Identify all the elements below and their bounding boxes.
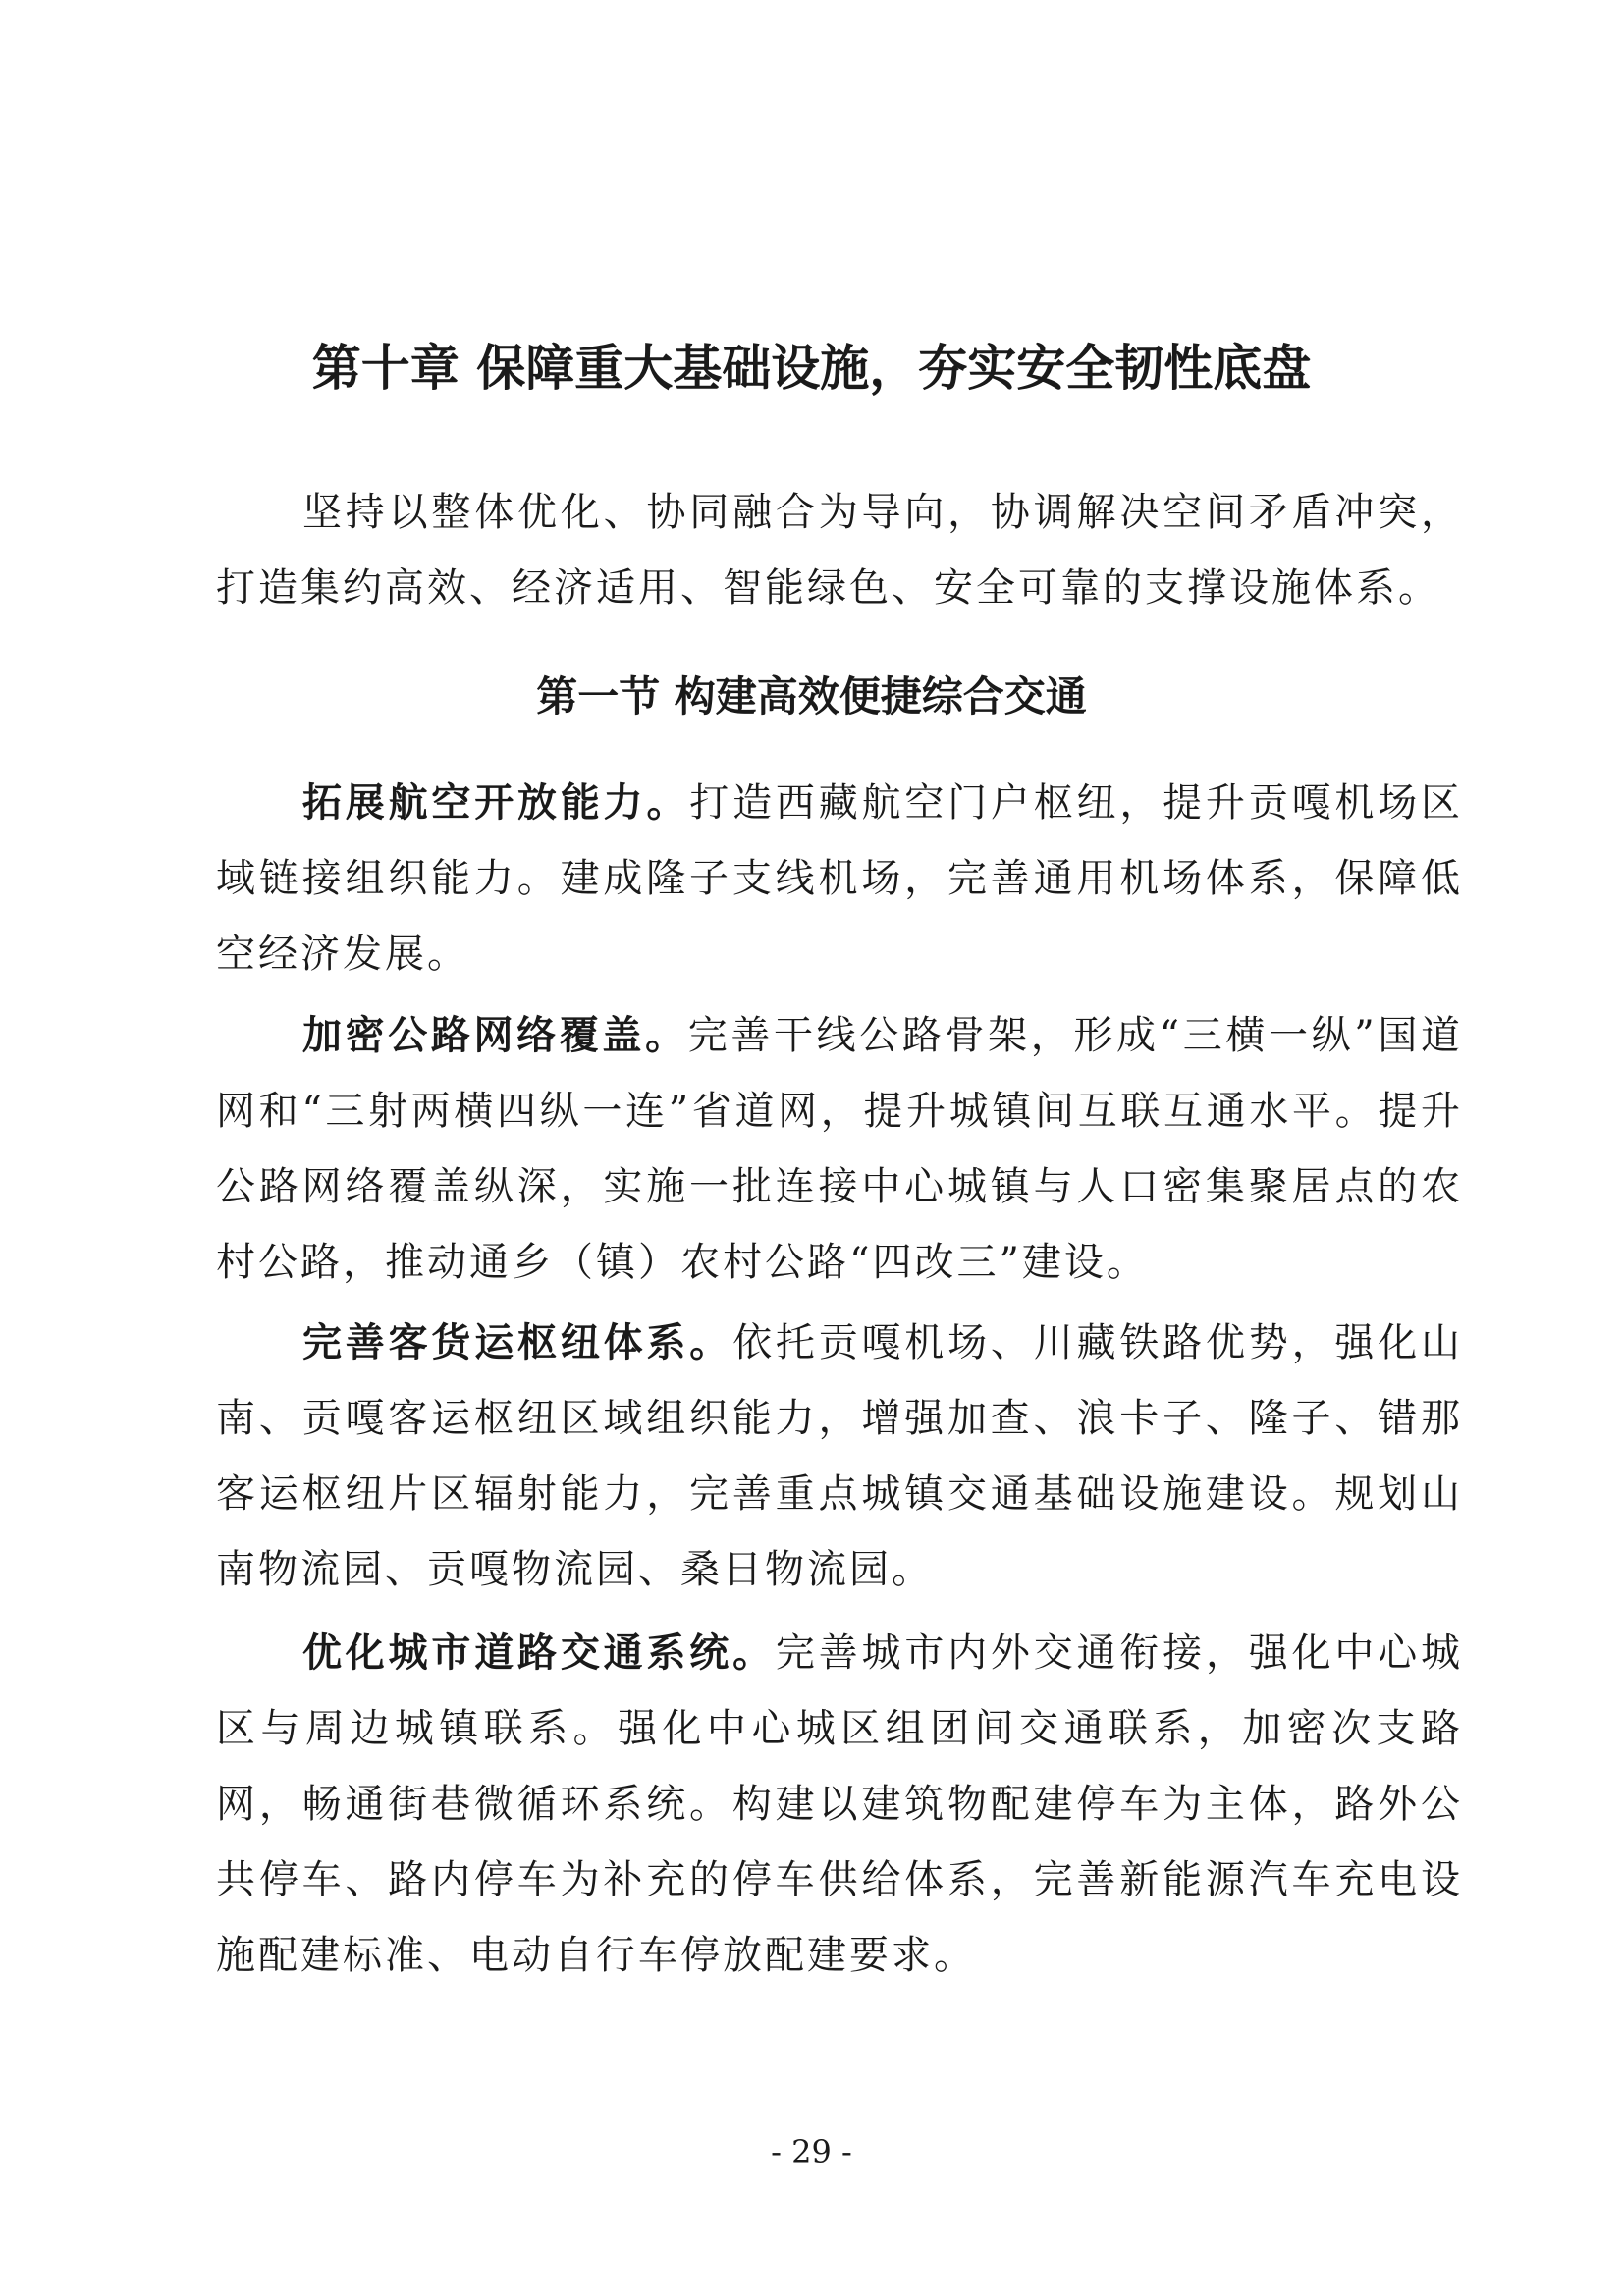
paragraph-lead: 完善客货运枢纽体系。 [302,1319,733,1365]
page-number: - 29 - [771,2133,852,2170]
paragraph-lead: 优化城市道路交通系统。 [302,1629,776,1676]
paragraph-text: 依托贡嘎机场、川藏铁路优势，强化山南、贡嘎客运枢纽区域组织能力，增强加查、浪卡子、隆子、错那客运枢纽片区辐射能力，完善重点城镇交通基础设施建设。规划山南物流园、贡嘎物流园、桑日物流园。 [216,1320,1464,1592]
intro-paragraph: 坚持以整体优化、协同融合为导向，协调解决空间矛盾冲突，打造集约高效、经济适用、智能绿色、安全可靠的支撑设施体系。 [216,490,1463,611]
paragraph-hub [216,1305,1463,1608]
paragraph-lead: 拓展航空开放能力。 [302,779,690,826]
paragraph-text: 完善城市内外交通衔接，强化中心城区与周边城镇联系。强化中心城区组团间交通联系，加密次支路网，畅通街巷微循环系统。构建以建筑物配建停车为主体，路外公共停车、路内停车为补充的停车供给体系，完善新能源汽车充电设施配建标准、电动自行车停放配建要求。 [216,1630,1464,1978]
paragraph-highway [216,997,1463,1301]
paragraph-aviation [216,765,1463,992]
chapter-title: 第十章 保障重大基础设施，夯实安全韧性底盘 [311,340,1312,397]
paragraph-urban-roads [216,1615,1463,1994]
paragraph-lead: 加密公路网络覆盖。 [302,1012,688,1058]
section-title: 第一节 构建高效便捷综合交通 [536,672,1087,721]
paragraph-text: 完善干线公路骨架，形成“三横一纵”国道网和“三射两横四纵一连”省道网，提升城镇间互联互通水平。提升公路网络覆盖纵深，实施一批连接中心城镇与人口密集聚居点的农村公路，推动通乡（镇）农村公路“四改三”建设。 [216,1013,1463,1285]
paragraph-text: 打造西藏航空门户枢纽，提升贡嘎机场区域链接组织能力。建成隆子支线机场，完善通用机场体系，保障低空经济发展。 [216,780,1464,977]
